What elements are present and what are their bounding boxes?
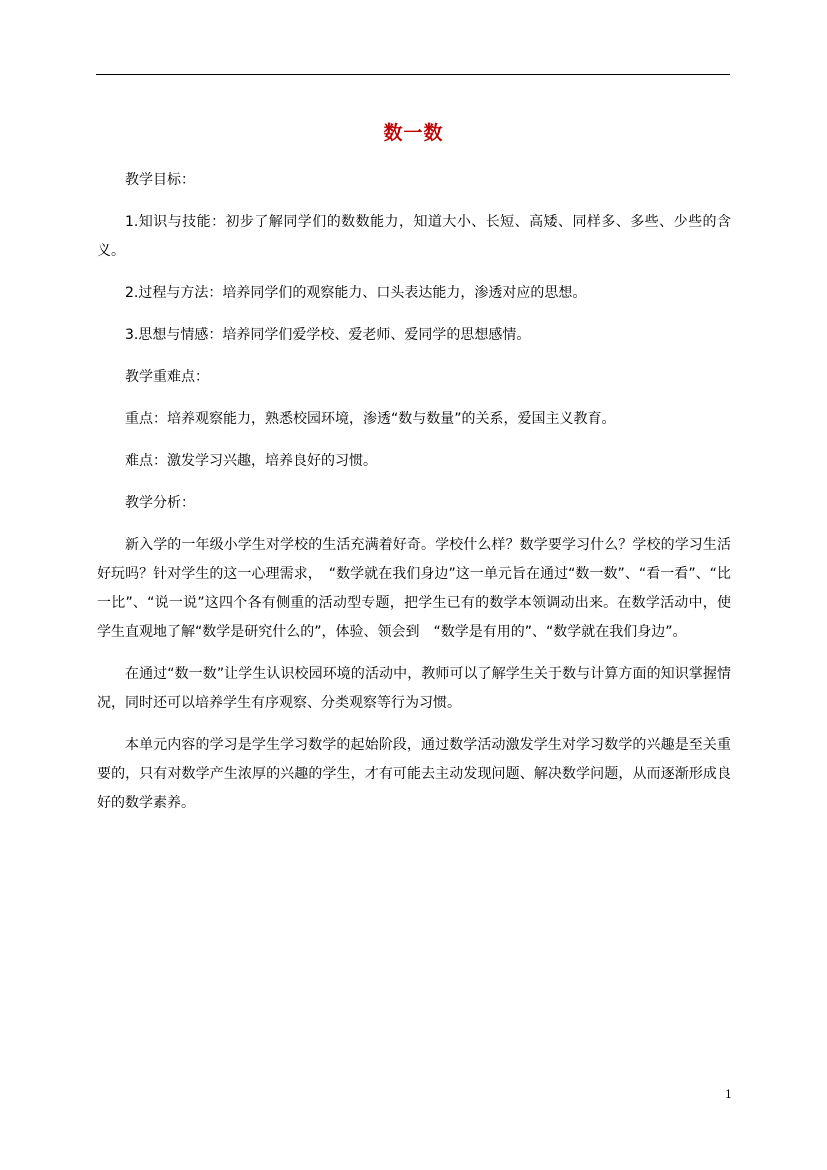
document-body bbox=[97, 166, 731, 831]
key-point: 重点：培养观察能力，熟悉校园环境，渗透“数与数量”的关系，爱国主义教育。 bbox=[125, 411, 616, 427]
section-heading-key-points: 教学重难点： bbox=[125, 369, 209, 385]
section-heading-analysis: 教学分析： bbox=[125, 495, 195, 511]
analysis-paragraph: 本单元内容的学习是学生学习数学的起始阶段，通过数学活动激发学生对学习数学的兴趣是至关重要的，只有对数学产生浓厚的兴趣的学生，才有可能去主动发现问题、解决数学问题，从而逐渐形成良好的数学素养。 bbox=[97, 737, 731, 811]
analysis-paragraph: 在通过“数一数”让学生认识校园环境的活动中，教师可以了解学生关于数与计算方面的知识掌握情况，同时还可以培养学生有序观察、分类观察等行为习惯。 bbox=[97, 666, 731, 711]
page-title: 数一数 bbox=[383, 122, 444, 144]
objective-emotion: 3.思想与情感：培养同学们爱学校、爱老师、爱同学的思想感情。 bbox=[125, 327, 531, 343]
difficult-point: 难点：激发学习兴趣，培养良好的习惯。 bbox=[125, 453, 377, 469]
analysis-paragraph: 新入学的一年级小学生对学校的生活充满着好奇。学校什么样？数学要学习什么？学校的学习生活好玩吗？针对学生的这一心理需求， “数学就在我们身边”这一单元旨在通过“数一数”、“看一看”、“比一比”、“说一说”这四个各有侧重的活动型专题，把学生已有的数学本领调动出来。在数学活动中，使学生直观地了解“数学是研究什么的”，体验、领会到 “数学是有用的”、“数学就在我们身边”。 bbox=[97, 537, 731, 640]
section-heading-objectives: 教学目标： bbox=[125, 172, 195, 188]
page-number: 1 bbox=[725, 1088, 732, 1101]
objective-knowledge: 1.知识与技能：初步了解同学们的数数能力，知道大小、长短、高矮、同样多、多些、少些的含义。 bbox=[97, 214, 731, 259]
header-rule bbox=[96, 74, 730, 75]
objective-process: 2.过程与方法：培养同学们的观察能力、口头表达能力，渗透对应的思想。 bbox=[125, 285, 587, 301]
